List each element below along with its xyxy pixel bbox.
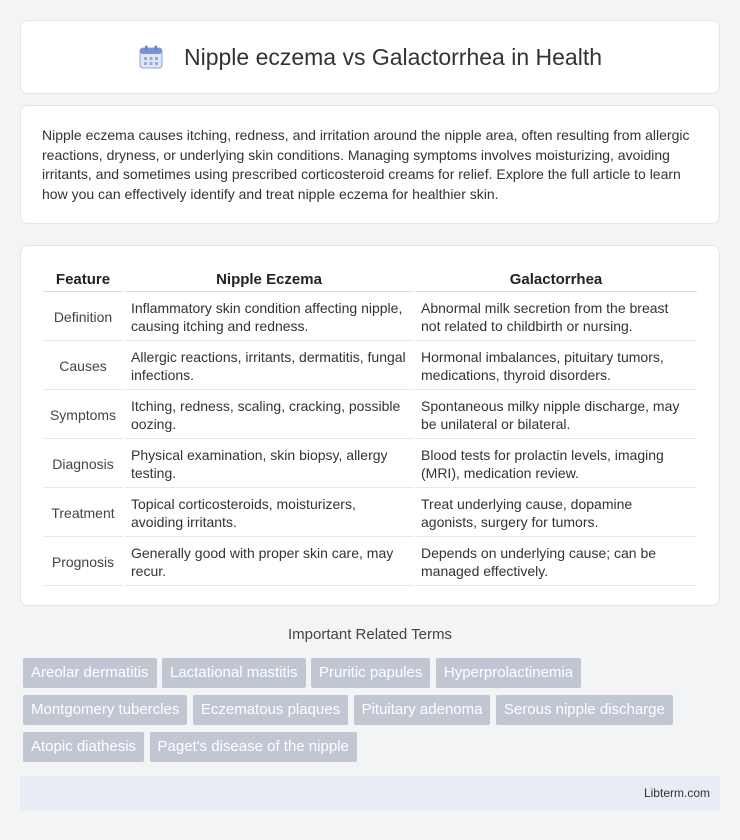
table-cell: Topical corticosteroids, moisturizers, avoiding irritants. — [125, 490, 413, 537]
table-row — [43, 490, 697, 537]
related-term-tag[interactable]: Lactational mastitis — [162, 658, 306, 688]
table-cell: Treat underlying cause, dopamine agonists, surgery for tumors. — [415, 490, 697, 537]
related-terms-list — [20, 658, 720, 769]
column-header: Galactorrhea — [415, 268, 697, 292]
table-cell: Abnormal milk secretion from the breast not related to childbirth or nursing. — [415, 294, 697, 341]
related-terms-title: Important Related Terms — [288, 626, 452, 643]
table-cell: Itching, redness, scaling, cracking, possible oozing. — [125, 392, 413, 439]
related-term-tag[interactable]: Atopic diathesis — [23, 732, 144, 762]
table-cell: Symptoms — [43, 392, 123, 439]
column-header: Nipple Eczema — [125, 268, 413, 292]
footer-site-link[interactable]: Libterm.com — [643, 786, 710, 800]
related-term-tag[interactable]: Pruritic papules — [311, 658, 430, 688]
related-term-tag[interactable]: Eczematous plaques — [193, 695, 348, 725]
table-cell: Treatment — [43, 490, 123, 537]
table-cell: Blood tests for prolactin levels, imaging (MRI), medication review. — [415, 441, 697, 488]
intro-card — [20, 105, 720, 224]
intro-text: Nipple eczema causes itching, redness, and irritation around the nipple area, often resulting from allergic reactions, dryness, or underlying skin conditions. Managing symptoms involves moisturizing, avoiding irritants, and sometimes using prescribed corticosteroid creams for relief. Explore the full article to learn how you can effectively identify and treat nipple eczema for healthier skin. — [42, 127, 690, 202]
table-cell: Generally good with proper skin care, may recur. — [125, 539, 413, 586]
column-header: Feature — [43, 268, 123, 292]
related-term-tag[interactable]: Serous nipple discharge — [496, 695, 673, 725]
table-row — [43, 294, 697, 341]
table-cell: Inflammatory skin condition affecting nipple, causing itching and redness. — [125, 294, 413, 341]
table-header-row — [43, 268, 697, 292]
related-term-tag[interactable]: Montgomery tubercles — [23, 695, 187, 725]
table-cell: Prognosis — [43, 539, 123, 586]
related-term-tag[interactable]: Areolar dermatitis — [23, 658, 157, 688]
related-term-tag[interactable]: Hyperprolactinemia — [436, 658, 581, 688]
related-term-tag[interactable]: Paget's disease of the nipple — [150, 732, 357, 762]
comparison-table — [41, 266, 699, 588]
table-cell: Allergic reactions, irritants, dermatitis, fungal infections. — [125, 343, 413, 390]
related-term-tag[interactable]: Pituitary adenoma — [354, 695, 491, 725]
footer — [20, 776, 720, 810]
table-row — [43, 343, 697, 390]
related-terms-section — [20, 626, 720, 769]
page-title: Nipple eczema vs Galactorrhea in Health — [183, 43, 603, 70]
table-cell: Definition — [43, 294, 123, 341]
comparison-card — [20, 245, 720, 606]
table-cell: Hormonal imbalances, pituitary tumors, medications, thyroid disorders. — [415, 343, 697, 390]
table-row — [43, 392, 697, 439]
table-cell: Spontaneous milky nipple discharge, may be unilateral or bilateral. — [415, 392, 697, 439]
header-card — [20, 20, 720, 94]
table-row — [43, 539, 697, 586]
table-cell: Depends on underlying cause; can be managed effectively. — [415, 539, 697, 586]
calendar-icon — [138, 44, 164, 70]
table-cell: Causes — [43, 343, 123, 390]
table-cell: Diagnosis — [43, 441, 123, 488]
table-cell: Physical examination, skin biopsy, allergy testing. — [125, 441, 413, 488]
table-row — [43, 441, 697, 488]
